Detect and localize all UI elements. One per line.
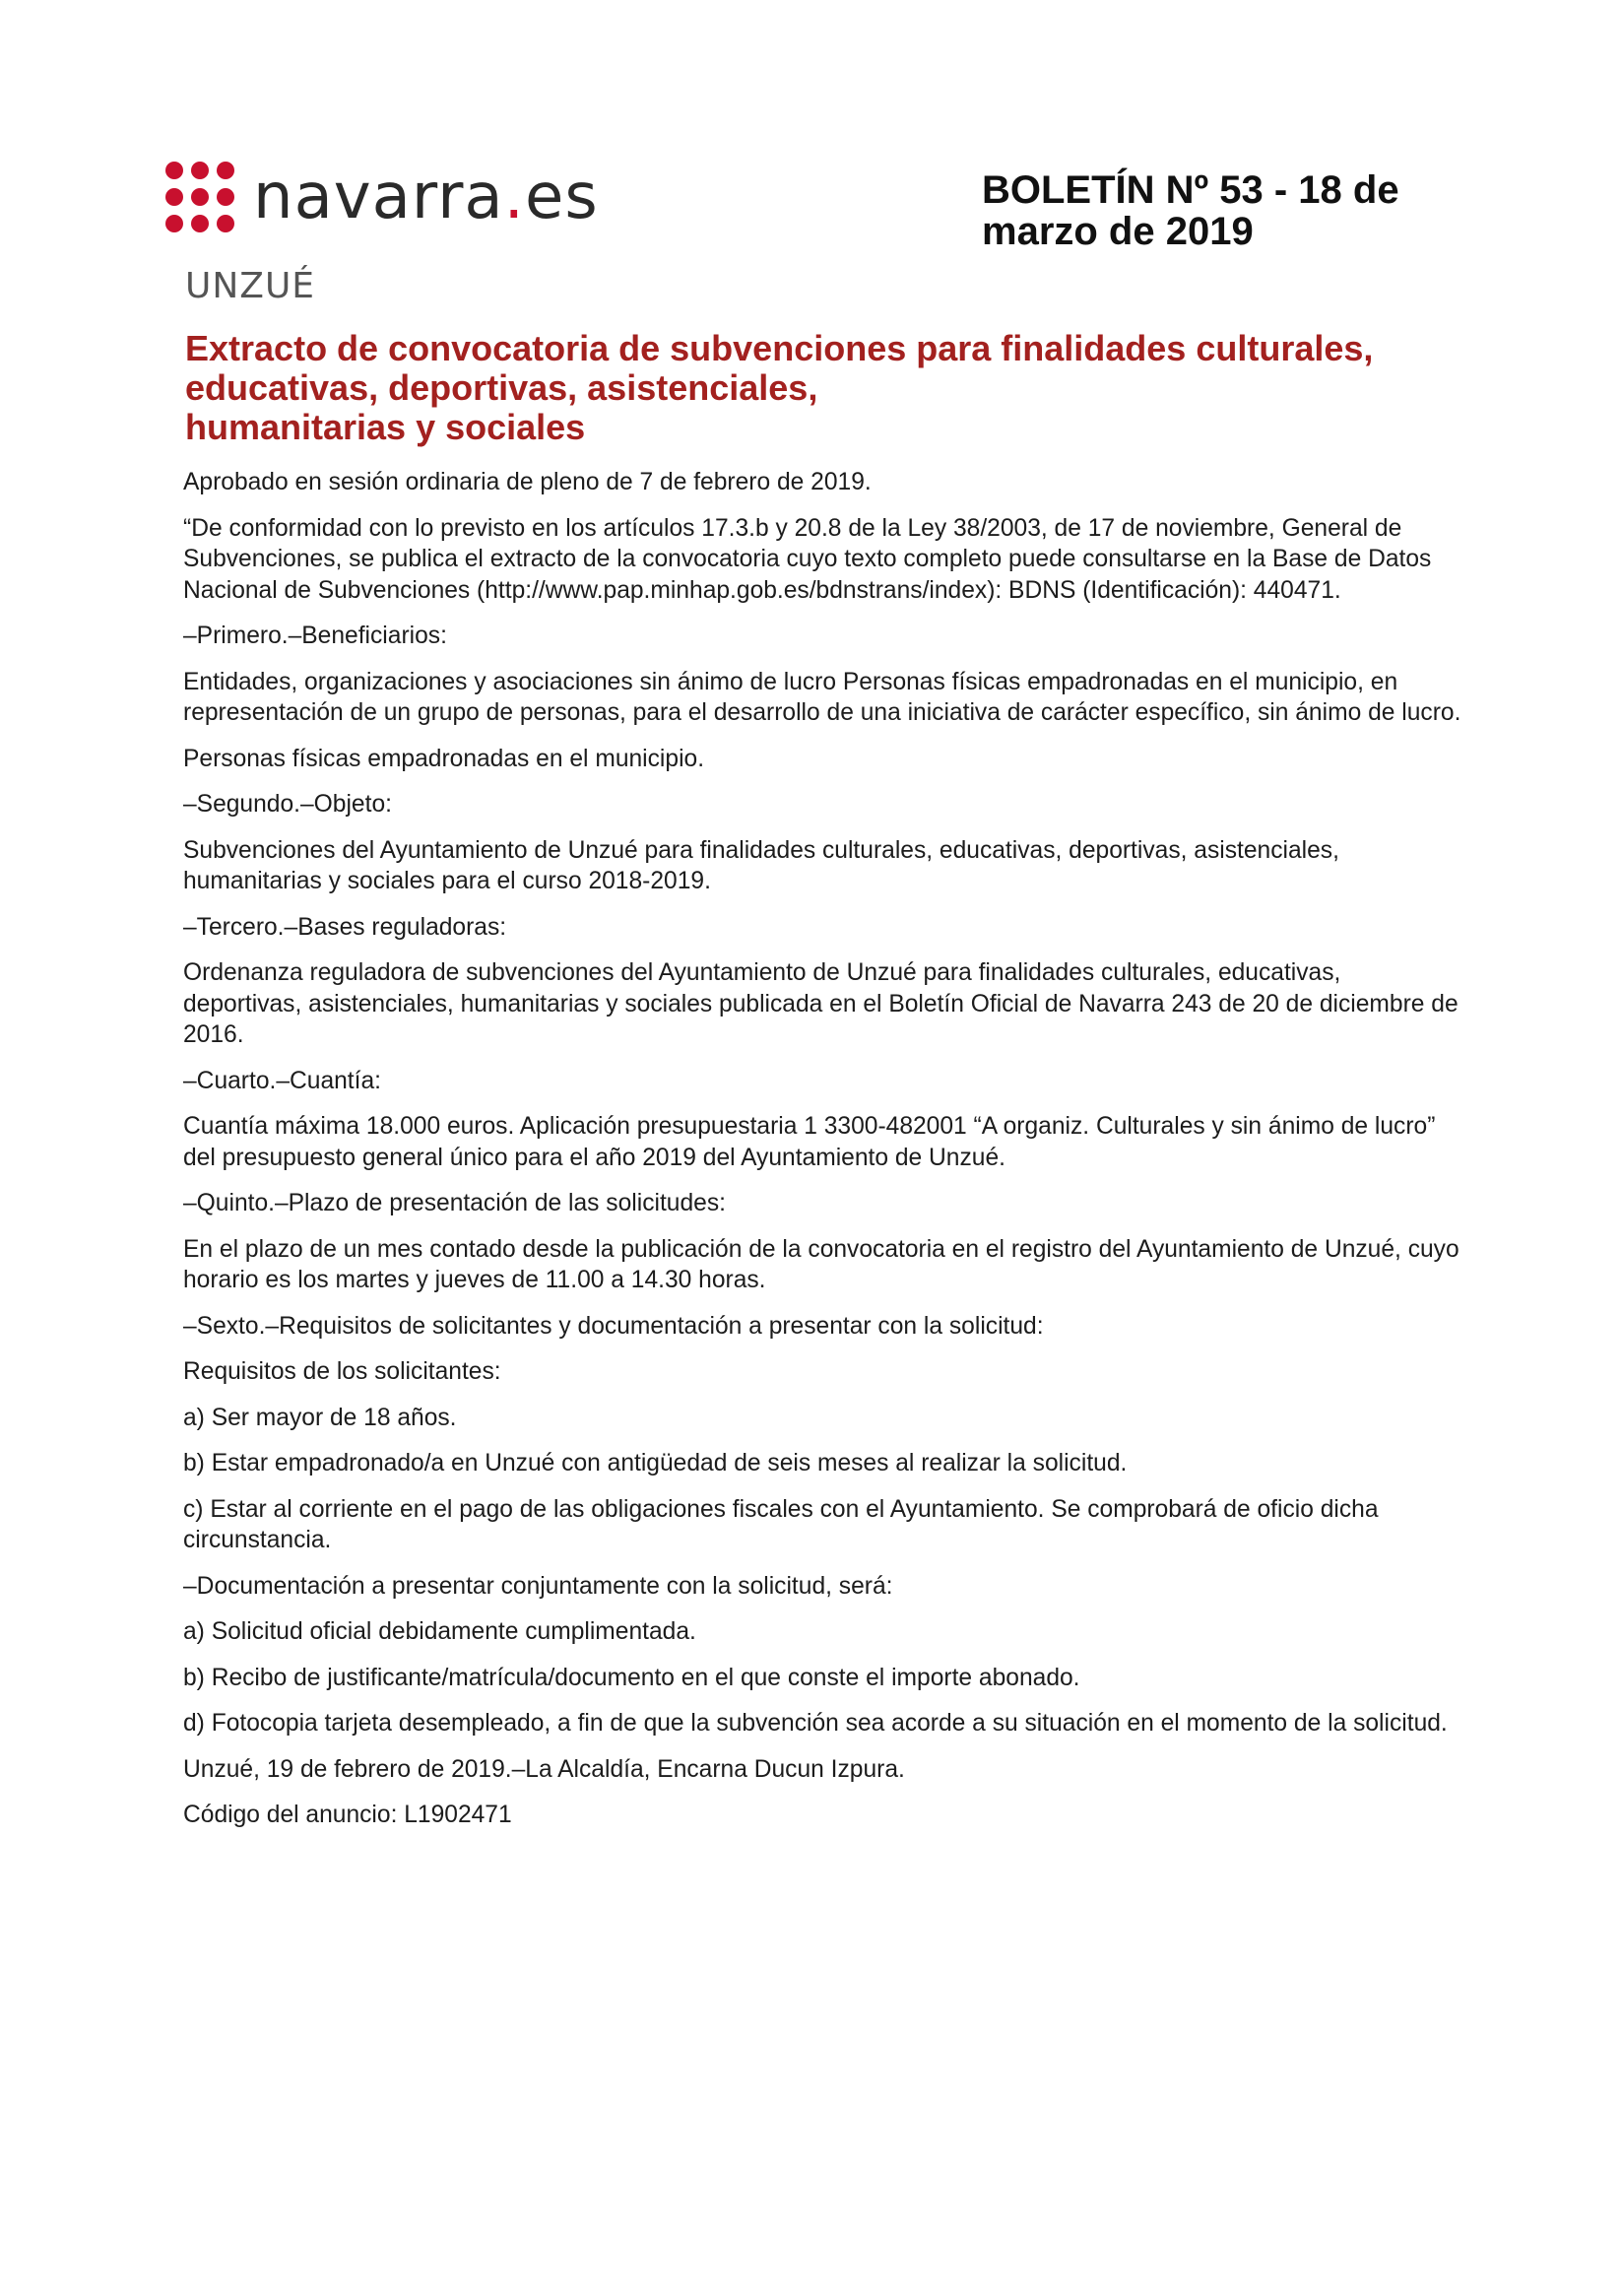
body-paragraph: d) Fotocopia tarjeta desempleado, a fin de que la subvención sea acorde a su situación en el momento de la solicitud. xyxy=(183,1710,1448,1737)
body-paragraph: b) Recibo de justificante/matrícula/documento en el que conste el importe abonado. xyxy=(183,1664,1080,1691)
body-paragraph: a) Ser mayor de 18 años. xyxy=(183,1404,457,1431)
announcement-title xyxy=(185,329,1485,447)
body-paragraph: –Sexto.–Requisitos de solicitantes y documentación a presentar con la solicitud: xyxy=(183,1312,1044,1340)
body-paragraph: –Primero.–Beneficiarios: xyxy=(183,623,447,649)
body-paragraph: En el plazo de un mes contado desde la publicación de la convocatoria en el registro del Ayuntamiento de Unzué, cuyo horario es los martes y jueves de 11.00 a 14.30 horas. xyxy=(183,1235,1459,1293)
body-paragraph: a) Solicitud oficial debidamente cumplimentada. xyxy=(183,1618,696,1645)
announcement-body xyxy=(183,467,1463,1846)
body-paragraph: “De conformidad con lo previsto en los artículos 17.3.b y 20.8 de la Ley 38/2003, de 17 de noviembre, General de Subvenciones, se publica el extracto de la convocatoria cuyo texto completo puede consultarse en la Base de Datos Nacional de Subvenciones (http://www.pap.minhap.gob.es/bdnstrans/index): BDNS (Identificación): 440471. xyxy=(183,514,1432,604)
navarra-wordmark: navarra.es xyxy=(253,161,599,233)
bulletin-line-1: BOLETÍN Nº 53 - 18 de xyxy=(982,168,1399,212)
navarra-dots-icon xyxy=(162,159,241,235)
body-paragraph: Personas físicas empadronadas en el municipio. xyxy=(183,745,705,772)
body-paragraph: Ordenanza reguladora de subvenciones del Ayuntamiento de Unzué para finalidades culturales, educativas, deportivas, asistenciales, humanitarias y sociales publicada en el Boletín Oficial de Navarra 243 de 20 de diciembre de 2016. xyxy=(183,959,1459,1048)
body-paragraph: Aprobado en sesión ordinaria de pleno de 7 de febrero de 2019. xyxy=(183,469,872,495)
bulletin-number-date xyxy=(982,169,1474,252)
navarra-logo xyxy=(162,158,599,236)
body-paragraph: –Quinto.–Plazo de presentación de las solicitudes: xyxy=(183,1190,726,1216)
body-paragraph: Cuantía máxima 18.000 euros. Aplicación presupuestaria 1 3300-482001 “A organiz. Culturales y sin ánimo de lucro” del presupuesto general único para el año 2019 del Ayuntamiento de Unzué. xyxy=(183,1113,1436,1171)
document-header xyxy=(0,0,1621,325)
bulletin-line-2: marzo de 2019 xyxy=(982,210,1254,253)
body-paragraph: Código del anuncio: L1902471 xyxy=(183,1802,512,1828)
body-paragraph: –Tercero.–Bases reguladoras: xyxy=(183,913,507,941)
body-paragraph: Subvenciones del Ayuntamiento de Unzué para finalidades culturales, educativas, deportivas, asistenciales, humanitarias y sociales para el curso 2018-2019. xyxy=(183,836,1339,894)
body-paragraph: Requisitos de los solicitantes: xyxy=(183,1358,501,1385)
body-paragraph: Unzué, 19 de febrero de 2019.–La Alcaldía, Encarna Ducun Izpura. xyxy=(183,1755,905,1783)
body-paragraph: b) Estar empadronado/a en Unzué con antigüedad de seis meses al realizar la solicitud. xyxy=(183,1450,1128,1476)
title-line-1: Extracto de convocatoria de subvenciones para finalidades culturales, xyxy=(185,328,1374,368)
body-paragraph: –Documentación a presentar conjuntamente con la solicitud, será: xyxy=(183,1572,893,1600)
title-line-3: humanitarias y sociales xyxy=(185,407,586,447)
body-paragraph: Entidades, organizaciones y asociaciones sin ánimo de lucro Personas físicas empadronadas en el municipio, en representación de un grupo de personas, para el desarrollo de una iniciativa de carácter específico, sin ánimo de lucro. xyxy=(183,668,1461,726)
title-line-2: educativas, deportivas, asistenciales, xyxy=(185,367,818,408)
body-paragraph: –Cuarto.–Cuantía: xyxy=(183,1067,381,1094)
section-heading: UNZUÉ xyxy=(185,266,316,306)
body-paragraph: c) Estar al corriente en el pago de las obligaciones fiscales con el Ayuntamiento. Se comprobará de oficio dicha circunstancia. xyxy=(183,1495,1379,1553)
body-paragraph: –Segundo.–Objeto: xyxy=(183,791,392,818)
